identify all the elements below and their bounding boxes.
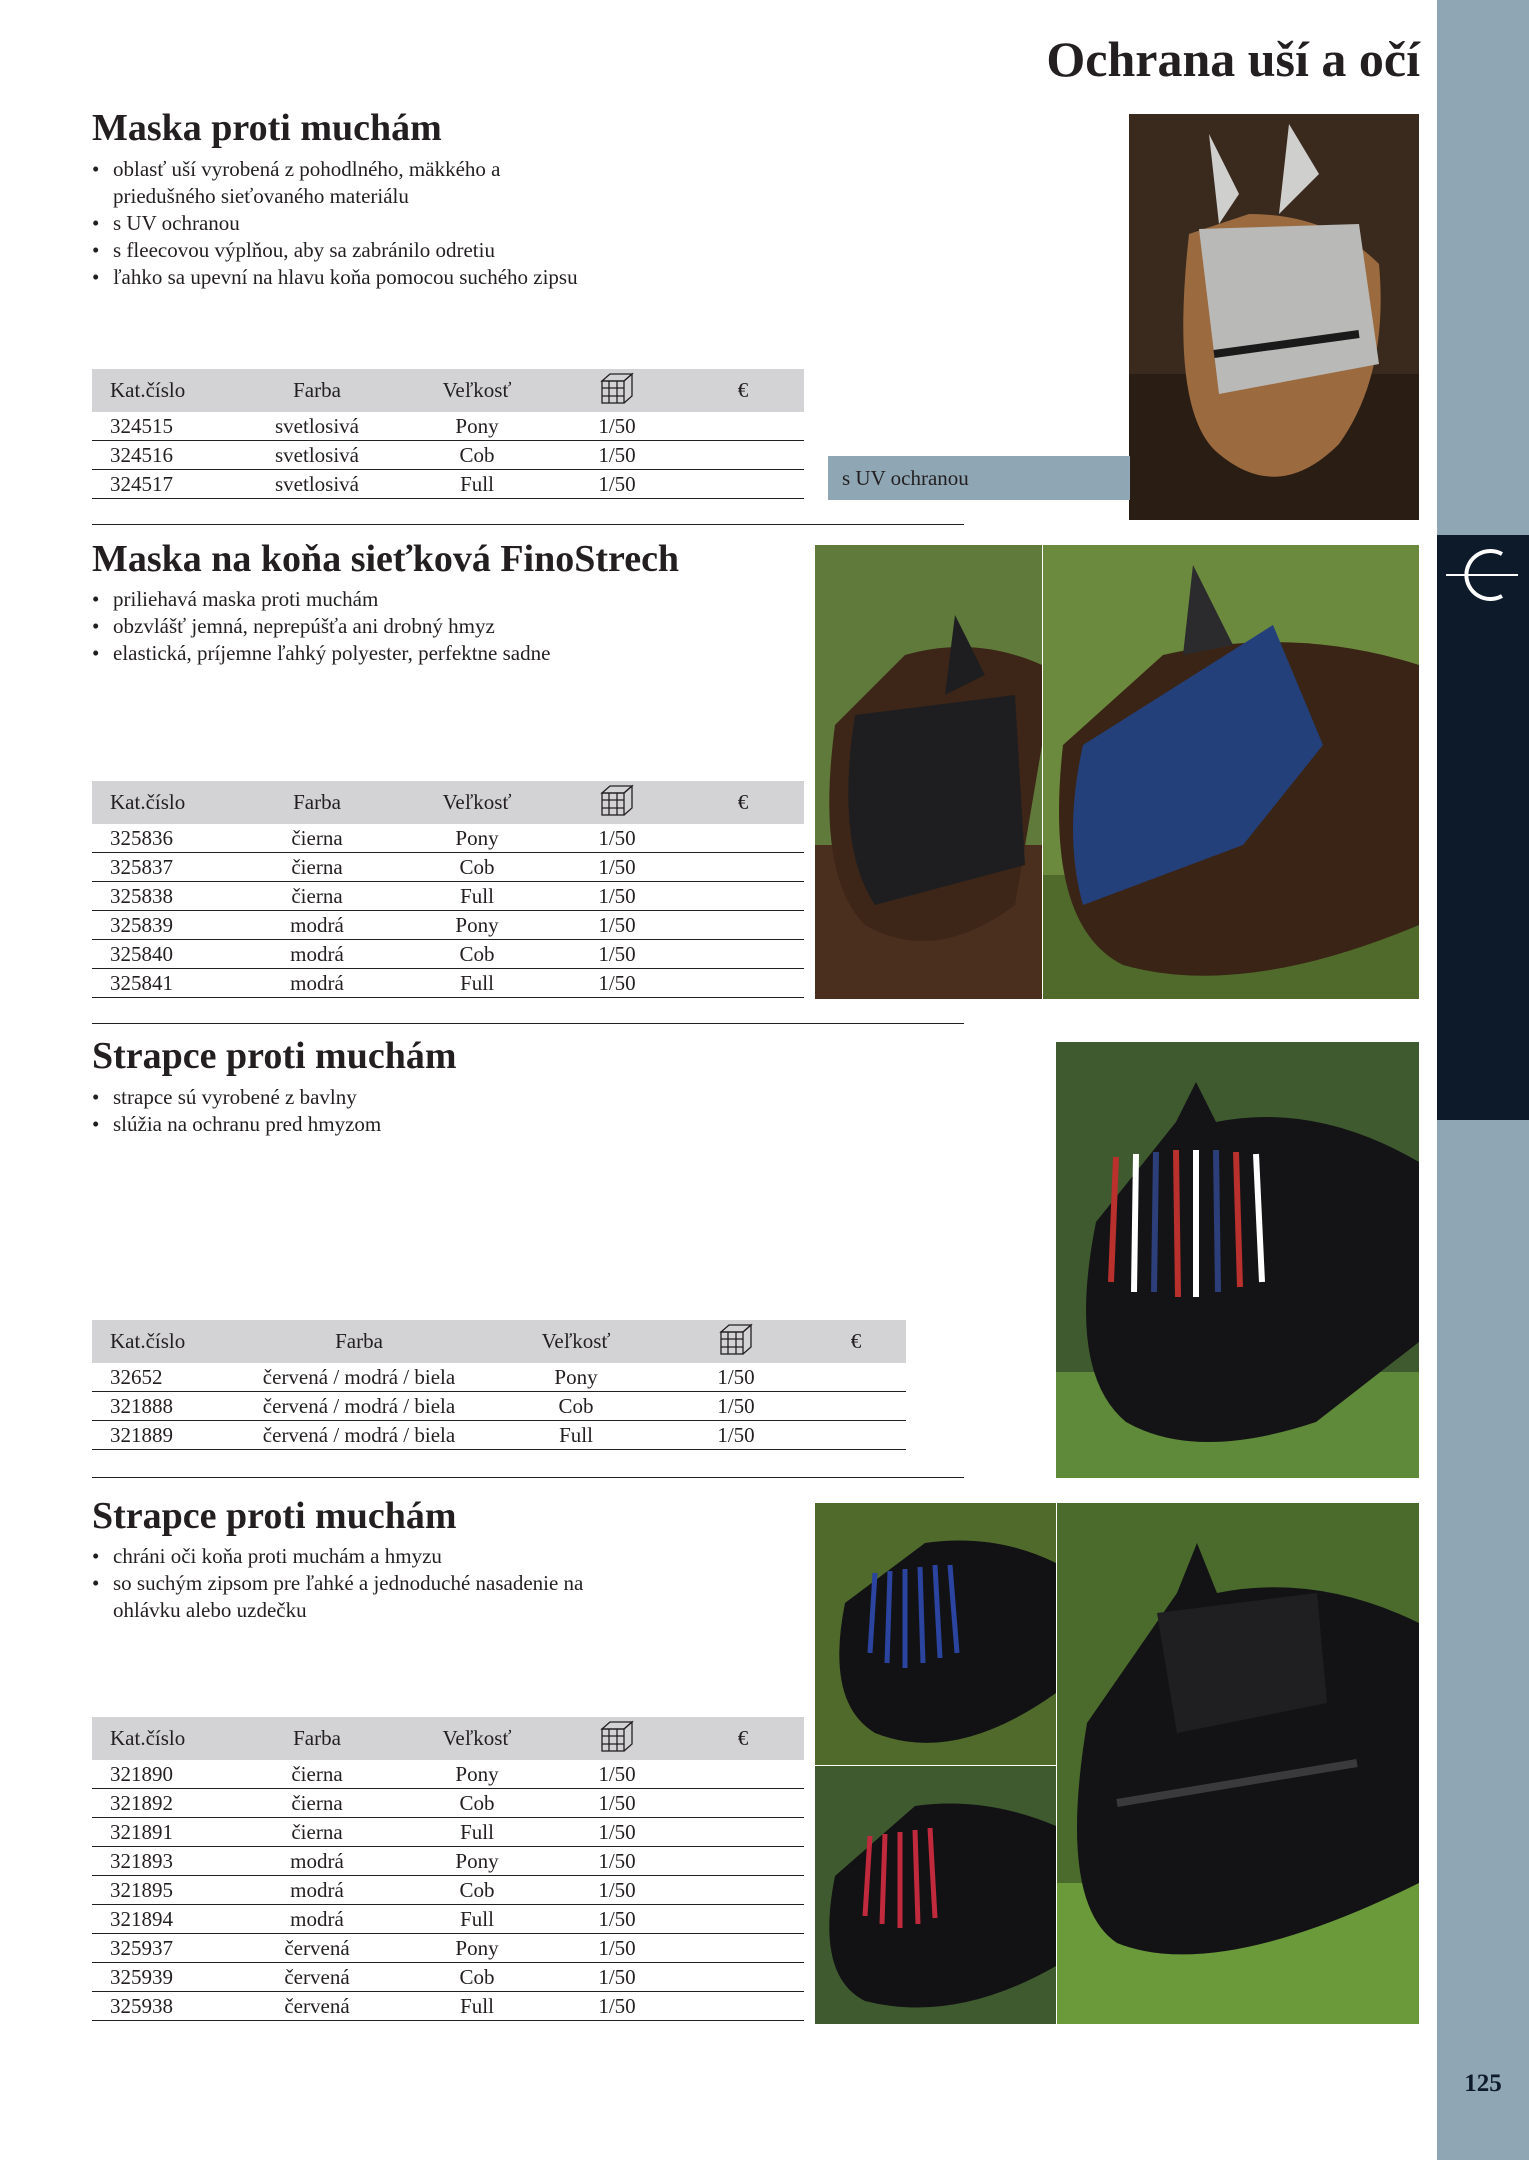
cell-velkost: Pony (402, 412, 552, 441)
cell-price (806, 1392, 906, 1421)
cell-price (806, 1363, 906, 1392)
cell-price (682, 824, 804, 853)
section-divider (92, 1477, 964, 1478)
product-photo-finostrech-blue (1043, 545, 1419, 999)
column-header-farba: Farba (232, 781, 402, 824)
column-header-velkost: Veľkosť (402, 781, 552, 824)
cell-farba: modrá (232, 940, 402, 969)
cell-velkost: Pony (486, 1363, 666, 1392)
cell-kat: 321895 (92, 1876, 232, 1905)
cell-pack: 1/50 (552, 940, 682, 969)
cell-pack: 1/50 (552, 853, 682, 882)
cell-kat: 325837 (92, 853, 232, 882)
cell-farba: svetlosivá (232, 441, 402, 470)
brand-logo-icon (1442, 540, 1524, 610)
column-header-pack (552, 369, 682, 412)
column-header-farba: Farba (232, 1717, 402, 1760)
bullet-item: priedušného sieťovaného materiálu (113, 184, 409, 208)
cell-farba: čierna (232, 1818, 402, 1847)
cell-farba: červená (232, 1963, 402, 1992)
cell-velkost: Cob (402, 1789, 552, 1818)
cell-farba: červená (232, 1992, 402, 2021)
bullet-item: • so suchým zipsom pre ľahké a jednoduché nasadenie na (92, 1570, 583, 1597)
cell-price (682, 911, 804, 940)
cell-velkost: Full (402, 1905, 552, 1934)
product-photo-finostrech-black (815, 545, 1042, 999)
cell-velkost: Cob (486, 1392, 666, 1421)
table-row (92, 1934, 804, 1963)
cell-kat: 324515 (92, 412, 232, 441)
table-row (92, 1847, 804, 1876)
section-title: Maska na koňa sieťková FinoStrech (92, 538, 680, 580)
bullet-list (92, 156, 578, 291)
table-row (92, 1363, 906, 1392)
cell-kat: 325841 (92, 969, 232, 998)
column-header-pack (552, 781, 682, 824)
cell-pack: 1/50 (552, 1876, 682, 1905)
column-header-price: € (682, 369, 804, 412)
cell-farba: červená / modrá / biela (232, 1363, 486, 1392)
section-title: Maska proti muchám (92, 107, 442, 149)
product-photo-fringe-black (1057, 1503, 1419, 2024)
cell-velkost: Cob (402, 1876, 552, 1905)
column-header-velkost: Veľkosť (486, 1320, 666, 1363)
cell-kat: 324517 (92, 470, 232, 499)
cell-price (682, 1992, 804, 2021)
cell-kat: 325838 (92, 882, 232, 911)
table-row (92, 470, 804, 499)
cell-farba: modrá (232, 1905, 402, 1934)
cell-price (682, 412, 804, 441)
product-photo-fringe-red (815, 1766, 1056, 2024)
section-divider (92, 1023, 964, 1024)
carton-box-icon (599, 783, 635, 823)
cell-pack: 1/50 (552, 1963, 682, 1992)
table-row (92, 412, 804, 441)
cell-velkost: Full (402, 1818, 552, 1847)
cell-pack: 1/50 (666, 1363, 806, 1392)
uv-protection-label: s UV ochranou (828, 456, 1130, 500)
cell-kat: 321892 (92, 1789, 232, 1818)
bullet-item: • priliehavá maska proti muchám (92, 586, 550, 613)
bullet-item: • chráni oči koňa proti muchám a hmyzu (92, 1543, 583, 1570)
cell-kat: 321889 (92, 1421, 232, 1450)
cell-pack: 1/50 (552, 969, 682, 998)
cell-pack: 1/50 (552, 1934, 682, 1963)
product-table (92, 1320, 906, 1450)
bullet-item: • strapce sú vyrobené z bavlny (92, 1084, 381, 1111)
cell-kat: 324516 (92, 441, 232, 470)
column-header-kat: Kat.číslo (92, 1717, 232, 1760)
bullet-item: • s UV ochranou (92, 210, 578, 237)
cell-pack: 1/50 (666, 1392, 806, 1421)
cell-farba: čierna (232, 1760, 402, 1789)
cell-price (682, 882, 804, 911)
carton-box-icon (599, 371, 635, 411)
cell-kat: 321891 (92, 1818, 232, 1847)
sidebar-dark-block (1437, 535, 1529, 1120)
cell-kat: 325939 (92, 1963, 232, 1992)
cell-price (682, 1905, 804, 1934)
bullet-item: • elastická, príjemne ľahký polyester, perfektne sadne (92, 640, 550, 667)
bullet-item: • ľahko sa upevní na hlavu koňa pomocou suchého zipsu (92, 264, 578, 291)
cell-farba: čierna (232, 853, 402, 882)
cell-pack: 1/50 (552, 470, 682, 499)
table-row (92, 1760, 804, 1789)
bullet-list (92, 586, 550, 667)
cell-price (682, 1934, 804, 1963)
table-row (92, 824, 804, 853)
column-header-price: € (682, 781, 804, 824)
cell-pack: 1/50 (552, 1905, 682, 1934)
cell-pack: 1/50 (552, 824, 682, 853)
cell-price (682, 1847, 804, 1876)
cell-farba: svetlosivá (232, 470, 402, 499)
table-row (92, 1392, 906, 1421)
cell-velkost: Cob (402, 1963, 552, 1992)
table-row (92, 911, 804, 940)
cell-farba: modrá (232, 911, 402, 940)
cell-velkost: Full (402, 1992, 552, 2021)
bullet-list (92, 1543, 583, 1624)
cell-velkost: Cob (402, 441, 552, 470)
table-row (92, 882, 804, 911)
cell-price (682, 1963, 804, 1992)
product-photo-fly-mask (1129, 114, 1419, 520)
cell-kat: 325836 (92, 824, 232, 853)
column-header-pack (552, 1717, 682, 1760)
cell-pack: 1/50 (552, 911, 682, 940)
column-header-farba: Farba (232, 1320, 486, 1363)
cell-pack: 1/50 (552, 441, 682, 470)
cell-velkost: Full (402, 882, 552, 911)
bullet-item: • s fleecovou výplňou, aby sa zabránilo odretiu (92, 237, 578, 264)
page-title: Ochrana uší a očí (1046, 31, 1420, 87)
product-table (92, 369, 804, 499)
table-row (92, 853, 804, 882)
cell-pack: 1/50 (552, 412, 682, 441)
cell-price (682, 853, 804, 882)
cell-velkost: Full (402, 969, 552, 998)
cell-farba: červená / modrá / biela (232, 1392, 486, 1421)
table-row (92, 1905, 804, 1934)
cell-price (682, 470, 804, 499)
carton-box-icon (599, 1719, 635, 1759)
table-row (92, 1818, 804, 1847)
cell-kat: 321894 (92, 1905, 232, 1934)
bullet-item: • slúžia na ochranu pred hmyzom (92, 1111, 381, 1138)
cell-velkost: Cob (402, 940, 552, 969)
column-header-price: € (682, 1717, 804, 1760)
cell-velkost: Full (486, 1421, 666, 1450)
cell-kat: 325840 (92, 940, 232, 969)
cell-kat: 32652 (92, 1363, 232, 1392)
cell-price (682, 441, 804, 470)
cell-velkost: Pony (402, 824, 552, 853)
table-row (92, 940, 804, 969)
cell-price (682, 1760, 804, 1789)
table-row (92, 1421, 906, 1450)
table-row (92, 441, 804, 470)
cell-farba: modrá (232, 1847, 402, 1876)
cell-kat: 325839 (92, 911, 232, 940)
cell-price (682, 1818, 804, 1847)
product-photo-fringe-blue (815, 1503, 1056, 1765)
cell-pack: 1/50 (552, 1760, 682, 1789)
product-table (92, 781, 804, 998)
cell-velkost: Pony (402, 1847, 552, 1876)
cell-velkost: Pony (402, 1934, 552, 1963)
cell-kat: 325937 (92, 1934, 232, 1963)
column-header-velkost: Veľkosť (402, 369, 552, 412)
column-header-kat: Kat.číslo (92, 369, 232, 412)
cell-kat: 321890 (92, 1760, 232, 1789)
column-header-price: € (806, 1320, 906, 1363)
cell-pack: 1/50 (666, 1421, 806, 1450)
cell-price (806, 1421, 906, 1450)
cell-kat: 325938 (92, 1992, 232, 2021)
cell-farba: červená (232, 1934, 402, 1963)
bullet-item: • obzvlášť jemná, neprepúšťa ani drobný hmyz (92, 613, 550, 640)
cell-farba: čierna (232, 824, 402, 853)
section-divider (92, 524, 964, 525)
bullet-list (92, 1084, 381, 1138)
table-row (92, 1789, 804, 1818)
column-header-farba: Farba (232, 369, 402, 412)
cell-pack: 1/50 (552, 1992, 682, 2021)
cell-pack: 1/50 (552, 882, 682, 911)
cell-velkost: Pony (402, 911, 552, 940)
cell-farba: modrá (232, 1876, 402, 1905)
cell-velkost: Cob (402, 853, 552, 882)
cell-farba: čierna (232, 1789, 402, 1818)
column-header-kat: Kat.číslo (92, 1320, 232, 1363)
product-photo-fringe-tricolor (1056, 1042, 1419, 1478)
column-header-velkost: Veľkosť (402, 1717, 552, 1760)
cell-kat: 321888 (92, 1392, 232, 1421)
section-title: Strapce proti muchám (92, 1035, 457, 1077)
cell-pack: 1/50 (552, 1789, 682, 1818)
cell-farba: modrá (232, 969, 402, 998)
product-table (92, 1717, 804, 2021)
table-row (92, 969, 804, 998)
cell-price (682, 1789, 804, 1818)
column-header-pack (666, 1320, 806, 1363)
cell-price (682, 969, 804, 998)
table-row (92, 1876, 804, 1905)
cell-farba: čierna (232, 882, 402, 911)
cell-kat: 321893 (92, 1847, 232, 1876)
cell-price (682, 940, 804, 969)
cell-pack: 1/50 (552, 1847, 682, 1876)
table-row (92, 1992, 804, 2021)
cell-price (682, 1876, 804, 1905)
cell-velkost: Pony (402, 1760, 552, 1789)
table-row (92, 1963, 804, 1992)
page-number: 125 (1464, 2070, 1502, 2097)
section-title: Strapce proti muchám (92, 1495, 457, 1537)
cell-farba: svetlosivá (232, 412, 402, 441)
cell-farba: červená / modrá / biela (232, 1421, 486, 1450)
cell-pack: 1/50 (552, 1818, 682, 1847)
column-header-kat: Kat.číslo (92, 781, 232, 824)
carton-box-icon (718, 1322, 754, 1362)
cell-velkost: Full (402, 470, 552, 499)
bullet-item: • oblasť uší vyrobená z pohodlného, mäkkého a (92, 156, 578, 183)
bullet-item: ohlávku alebo uzdečku (113, 1598, 307, 1622)
